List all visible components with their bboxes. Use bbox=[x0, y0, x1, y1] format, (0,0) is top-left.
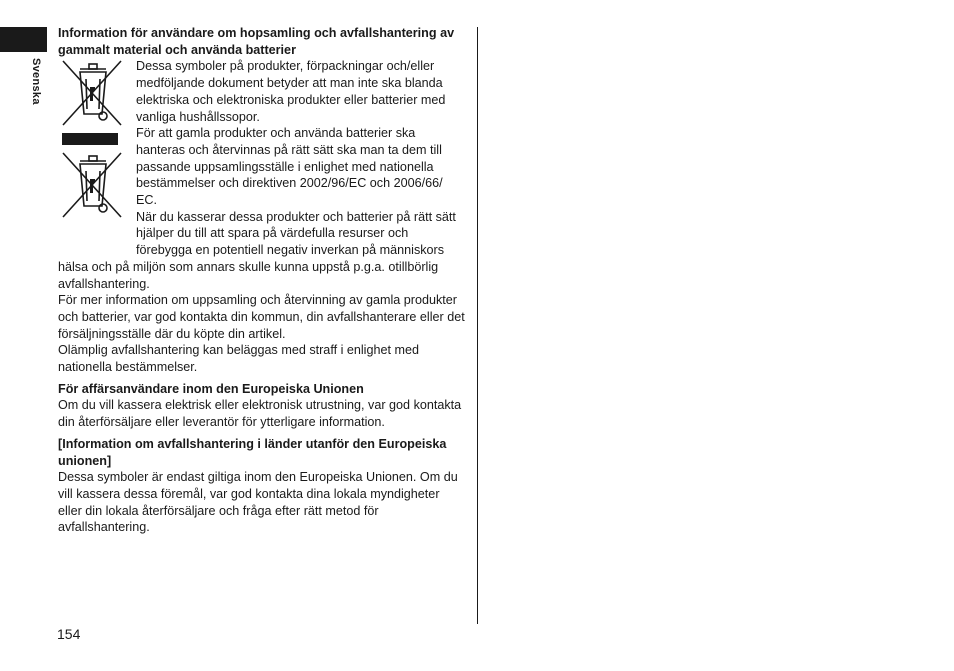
heading-business-users: För affärsanvändare inom den Europeiska Unionen bbox=[58, 381, 364, 396]
column-divider bbox=[477, 27, 478, 624]
paragraph-outside-eu: Dessa symboler är endast giltiga inom den Europeiska Unionen. Om du vill kassera dessa föremål, var god kontakta dina lokala myndigheter eller din lokala återförsäljare och fråga efter rätt metod för avfallshantering. bbox=[58, 470, 458, 535]
symbols-group bbox=[58, 58, 124, 247]
language-tab-marker bbox=[0, 27, 47, 52]
paragraph-business-users: Om du vill kassera elektrisk eller elektronisk utrustning, var god kontakta din återförsäljare eller leverantör för ytterligare information. bbox=[58, 398, 462, 430]
paragraph-penalties: Olämplig avfallshantering kan beläggas med straff i enlighet med nationella bestämmelser. bbox=[58, 343, 419, 375]
page-number: 154 bbox=[57, 626, 81, 642]
crossed-out-wheelie-bin-icon bbox=[58, 59, 124, 127]
solid-bar-marker bbox=[62, 133, 118, 145]
heading-collection-disposal: Information för användare om hopsamling och avfallshantering av gammalt material och använda batterier bbox=[58, 26, 455, 57]
paragraph-disposal-benefits: När du kasserar dessa produkter och batterier på rätt sätt hjälper du till att spara på värdefulla resurser och förebygga en potentiell negativ inverkan på människors hälsa och på miljön som annars skulle kunna uppstå p.g.a. otillbörlig avfallshantering. bbox=[58, 209, 456, 291]
paragraph-more-information: För mer information om uppsamling och återvinning av gamla produkter och batterier, var god kontakta din kommun, din avfallshanterare eller det försäljningsställe där du köpte din artikel. bbox=[58, 293, 465, 341]
paragraph-proper-handling: För att gamla produkter och använda batterier ska hanteras och återvinnas på rätt sätt ska man ta dem till passande uppsamlingsställe i enlighet med nationella bestämmelser och direktiven 2002/96/EC och 2006/66/ EC. bbox=[136, 126, 443, 208]
heading-outside-eu: [Information om avfallshantering i länder utanför den Europeiska unionen] bbox=[58, 436, 447, 468]
language-label: Svenska bbox=[30, 58, 42, 105]
crossed-out-wheelie-bin-with-bar-icon bbox=[58, 151, 124, 243]
content-column bbox=[58, 25, 466, 536]
paragraph-symbols-meaning: Dessa symboler på produkter, förpackningar och/eller medföljande dokument betyder att man inte ska blanda elektriska och elektroniska produkter eller batterier med vanliga hushållssopor. bbox=[136, 59, 446, 124]
